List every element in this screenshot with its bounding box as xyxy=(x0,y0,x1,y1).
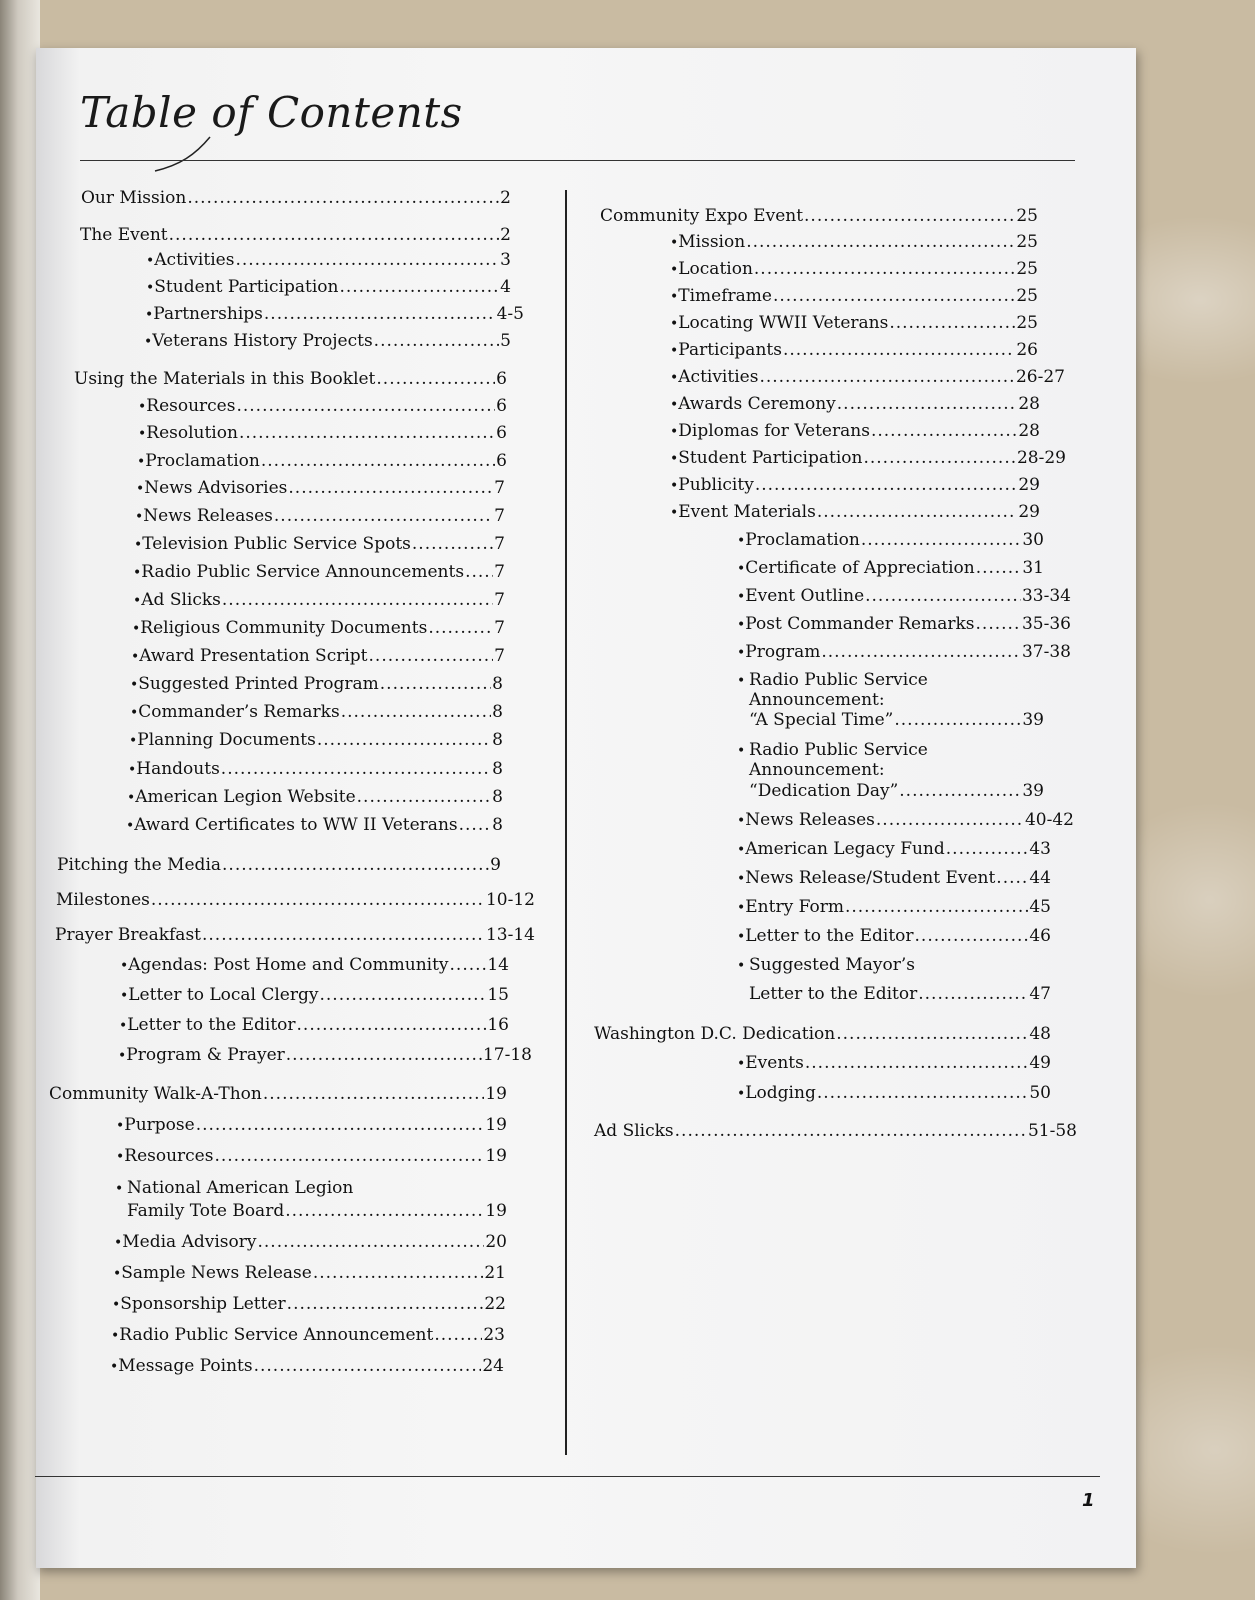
toc-entry-award-certificates[interactable]: • Award Certificates to WW II Veterans ..... 8 xyxy=(126,815,503,837)
toc-entry-walkathon[interactable]: Community Walk-A-Thon ..... 19 xyxy=(49,1084,507,1105)
toc-entry-religious-docs[interactable]: • Religious Community Documents ..... 7 xyxy=(132,618,505,640)
title-rule xyxy=(80,160,1075,161)
toc-entry-purpose[interactable]: • Purpose ..... 19 xyxy=(116,1115,507,1137)
toc-entry-tv-psa[interactable]: • Television Public Service Spots ..... 7 xyxy=(134,534,505,556)
toc-entry-awards-ceremony[interactable]: • Awards Ceremony ..... 28 xyxy=(670,394,1040,416)
toc-entry-mission[interactable]: • Mission ..... 25 xyxy=(670,232,1038,254)
toc-entry-news-releases[interactable]: • News Releases ..... 7 xyxy=(135,506,505,528)
toc-entry-expo-student[interactable]: • Student Participation ..... 28-29 xyxy=(670,448,1066,470)
toc-entry-radio-psa[interactable]: • Radio Public Service Announcements ..... 7 xyxy=(133,562,505,584)
toc-entry-expo-proclamation[interactable]: • Proclamation ..... 30 xyxy=(737,530,1044,552)
toc-entry-event-materials[interactable]: • Event Materials ..... 29 xyxy=(670,502,1040,524)
toc-entry-radio1-line1: • Radio Public Service xyxy=(737,670,928,690)
toc-entry-locating-veterans[interactable]: • Locating WWII Veterans ..... 25 xyxy=(670,313,1038,335)
toc-entry-participants[interactable]: • Participants ..... 26 xyxy=(670,340,1038,362)
toc-entry-sponsorship[interactable]: • Sponsorship Letter ..... 22 xyxy=(112,1294,506,1316)
toc-entry-expo-letter-editor[interactable]: • Letter to the Editor ..... 46 xyxy=(737,926,1051,948)
toc-entry-dedication[interactable]: Washington D.C. Dedication ..... 48 xyxy=(594,1024,1051,1045)
toc-entry-award-script[interactable]: • Award Presentation Script ..... 7 xyxy=(131,646,505,668)
toc-entry-handouts[interactable]: • Handouts ..... 8 xyxy=(128,759,503,781)
toc-entry-legacy-fund[interactable]: • American Legacy Fund ..... 43 xyxy=(737,839,1051,861)
toc-entry-expo-ad-slicks[interactable]: Ad Slicks ..... 51-58 xyxy=(594,1121,1077,1142)
toc-entry-printed-program[interactable]: • Suggested Printed Program ..... 8 xyxy=(130,674,503,696)
column-divider xyxy=(565,190,567,1455)
toc-entry-resources[interactable]: • Resources ..... 6 xyxy=(138,396,507,418)
toc-entry-radio1-line2: Announcement: xyxy=(749,690,885,710)
toc-entry-resolution[interactable]: • Resolution ..... 6 xyxy=(138,423,507,445)
toc-entry-using-materials[interactable]: Using the Materials in this Booklet ..... 6 xyxy=(74,369,507,390)
toc-entry-event-outline[interactable]: • Event Outline ..... 33-34 xyxy=(737,586,1071,608)
toc-entry-milestones[interactable]: Milestones ..... 10-12 xyxy=(56,890,535,911)
toc-entry-news-advisories[interactable]: • News Advisories ..... 7 xyxy=(136,478,505,500)
title-flourish-icon xyxy=(150,135,220,175)
toc-entry-activities[interactable]: • Activities ..... 3 xyxy=(146,250,511,272)
toc-entry-publicity[interactable]: • Publicity ..... 29 xyxy=(670,475,1040,497)
toc-entry-media-advisory[interactable]: • Media Advisory ..... 20 xyxy=(114,1232,507,1254)
toc-entry-mayor-line1: • Suggested Mayor’s xyxy=(737,955,915,975)
toc-entry-radio-special-time[interactable]: “A Special Time” ..... 39 xyxy=(749,710,1044,731)
toc-entry-planning-docs[interactable]: • Planning Documents ..... 8 xyxy=(129,730,503,752)
toc-entry-ad-slicks[interactable]: • Ad Slicks ..... 7 xyxy=(133,590,505,612)
toc-entry-commanders-remarks[interactable]: • Commander’s Remarks ..... 8 xyxy=(130,702,503,724)
toc-entry-tote-board[interactable]: Family Tote Board ..... 19 xyxy=(127,1201,507,1222)
toc-entry-timeframe[interactable]: • Timeframe ..... 25 xyxy=(670,286,1038,308)
toc-entry-veterans-history[interactable]: • Veterans History Projects ..... 5 xyxy=(144,331,511,353)
toc-entry-radio2-line2: Announcement: xyxy=(749,760,885,780)
toc-entry-walk-radio-psa[interactable]: • Radio Public Service Announcement ..... 23 xyxy=(111,1325,505,1347)
toc-entry-post-commander[interactable]: • Post Commander Remarks ..... 35-36 xyxy=(737,614,1071,636)
toc-entry-location[interactable]: • Location ..... 25 xyxy=(670,259,1038,281)
toc-entry-letter-editor[interactable]: • Letter to the Editor ..... 16 xyxy=(119,1015,509,1037)
toc-entry-letter-clergy[interactable]: • Letter to Local Clergy ..... 15 xyxy=(120,985,509,1007)
facing-page-edge xyxy=(0,0,40,1600)
toc-entry-expo-news-releases[interactable]: • News Releases ..... 40-42 xyxy=(737,810,1074,832)
toc-entry-student-release[interactable]: • News Release/Student Event ..... 44 xyxy=(737,868,1051,890)
toc-entry-tote-board-line1: • National American Legion xyxy=(115,1178,354,1198)
toc-entry-mayor-letter[interactable]: Letter to the Editor ..... 47 xyxy=(749,984,1051,1005)
toc-entry-events[interactable]: • Events ..... 49 xyxy=(737,1053,1051,1075)
toc-entry-legion-website[interactable]: • American Legion Website ..... 8 xyxy=(127,787,503,809)
toc-entry-program[interactable]: • Program ..... 37-38 xyxy=(737,642,1071,664)
toc-entry-student-participation[interactable]: • Student Participation ..... 4 xyxy=(146,277,511,299)
toc-entry-expo[interactable]: Community Expo Event ..... 25 xyxy=(600,206,1038,227)
toc-entry-prayer-breakfast[interactable]: Prayer Breakfast ..... 13-14 xyxy=(55,925,535,946)
toc-entry-program-prayer[interactable]: • Program & Prayer ..... 17-18 xyxy=(118,1045,532,1067)
page-number: 1 xyxy=(1082,1490,1095,1511)
toc-entry-diplomas[interactable]: • Diplomas for Veterans ..... 28 xyxy=(670,421,1040,443)
toc-entry-walk-resources[interactable]: • Resources ..... 19 xyxy=(116,1146,507,1168)
toc-entry-pitching-media[interactable]: Pitching the Media ..... 9 xyxy=(57,855,501,876)
toc-entry-proclamation[interactable]: • Proclamation ..... 6 xyxy=(137,451,507,473)
toc-entry-entry-form[interactable]: • Entry Form ..... 45 xyxy=(737,897,1051,919)
toc-entry-radio2-line1: • Radio Public Service xyxy=(737,740,928,760)
toc-entry-the-event[interactable]: The Event ..... 2 xyxy=(80,225,511,246)
toc-entry-our-mission[interactable]: Our Mission ..... 2 xyxy=(81,188,511,209)
toc-entry-certificate[interactable]: • Certificate of Appreciation ..... 31 xyxy=(737,558,1044,580)
toc-entry-sample-release[interactable]: • Sample News Release ..... 21 xyxy=(113,1263,506,1285)
page-title: Table of Contents xyxy=(80,88,463,137)
toc-entry-expo-activities[interactable]: • Activities ..... 26-27 xyxy=(670,367,1065,389)
footer-rule xyxy=(35,1476,1100,1477)
toc-entry-lodging[interactable]: • Lodging ..... 50 xyxy=(737,1083,1051,1105)
toc-entry-partnerships[interactable]: • Partnerships ..... 4-5 xyxy=(145,304,524,326)
toc-entry-agendas[interactable]: • Agendas: Post Home and Community ..... 14 xyxy=(120,955,509,977)
toc-entry-radio-dedication-day[interactable]: “Dedication Day” ..... 39 xyxy=(749,781,1044,802)
toc-entry-message-points[interactable]: • Message Points ..... 24 xyxy=(110,1356,504,1378)
